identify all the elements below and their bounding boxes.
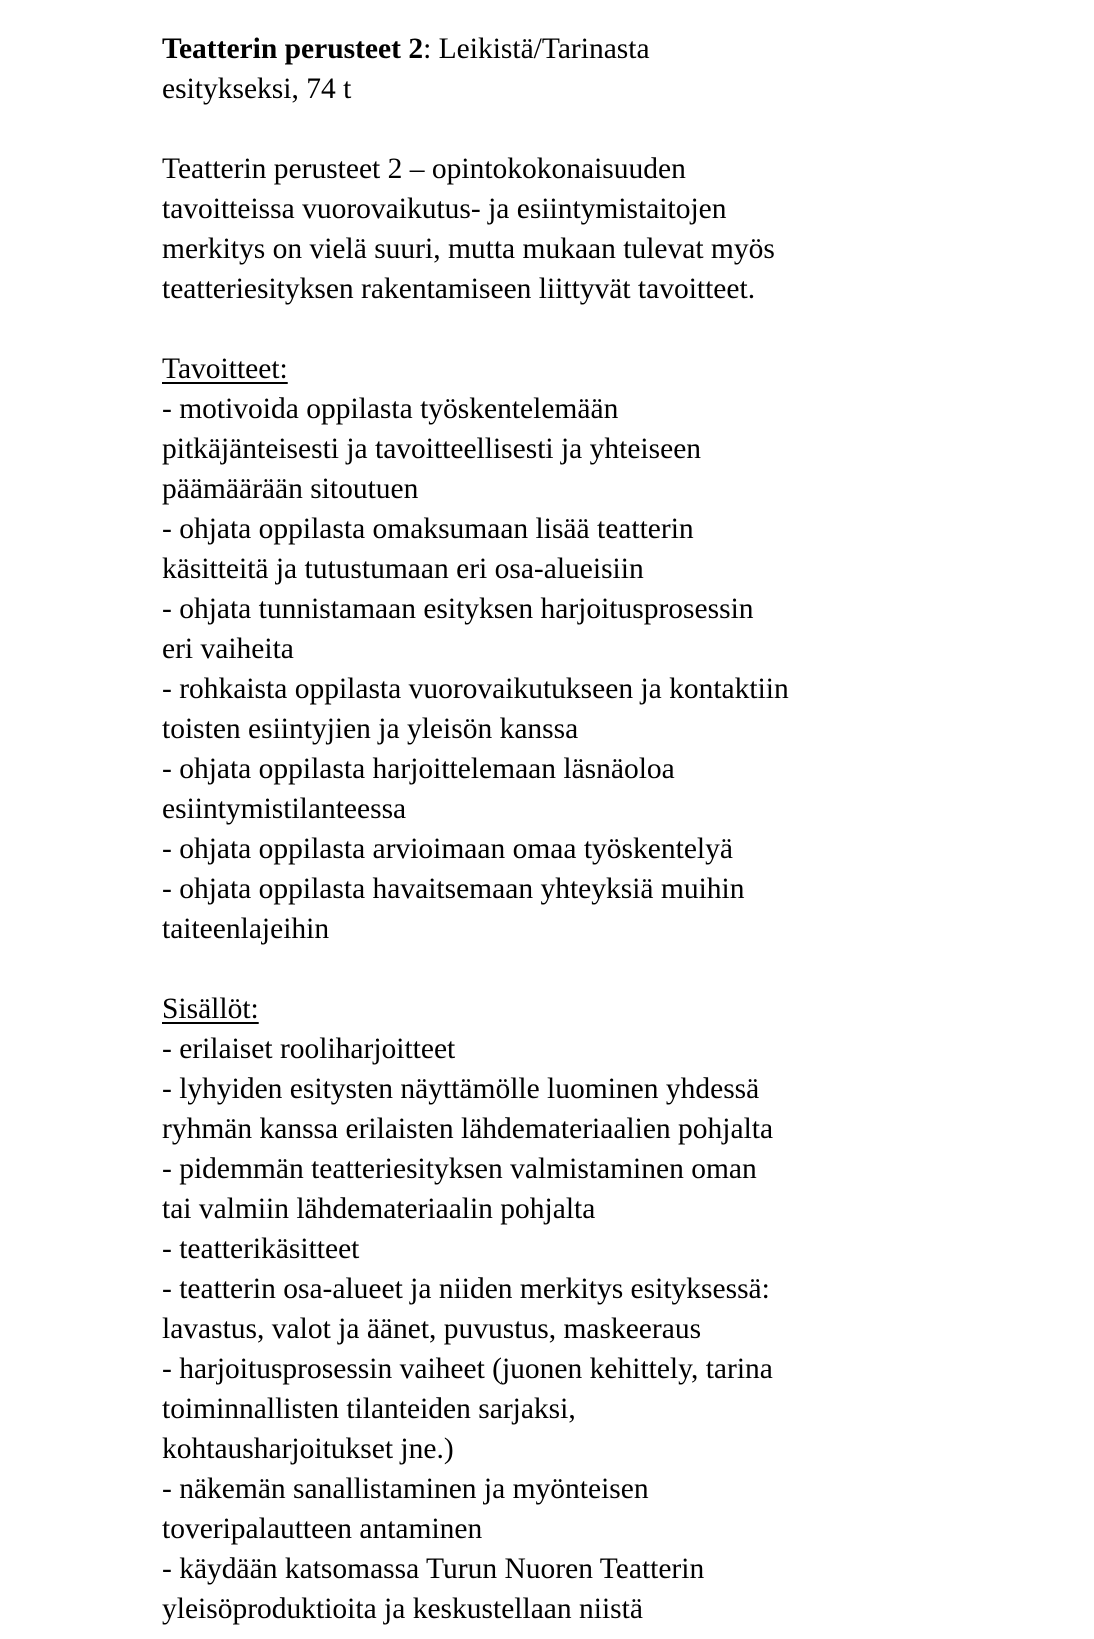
contents-heading-line xyxy=(162,989,1062,1029)
goals-line: - ohjata oppilasta arvioimaan omaa työskentelyä xyxy=(162,833,733,865)
goals-line: - ohjata oppilasta omaksumaan lisää teatterin xyxy=(162,513,694,545)
title-rest: : Leikistä/Tarinasta xyxy=(423,33,650,65)
goals-line: toisten esiintyjien ja yleisön kanssa xyxy=(162,713,579,745)
goals-line: taiteenlajeihin xyxy=(162,913,330,945)
document-body xyxy=(162,29,1062,1629)
spacer xyxy=(162,949,1062,989)
contents-line: - pidemmän teatteriesityksen valmistaminen oman xyxy=(162,1153,757,1185)
spacer xyxy=(162,309,1062,349)
goals-line: päämäärään sitoutuen xyxy=(162,473,419,505)
goals-line: käsitteitä ja tutustumaan eri osa-alueisiin xyxy=(162,553,644,585)
contents-line: lavastus, valot ja äänet, puvustus, maskeeraus xyxy=(162,1313,702,1345)
goals-line: - ohjata oppilasta havaitsemaan yhteyksiä muihin xyxy=(162,873,745,905)
intro-line: tavoitteissa vuorovaikutus- ja esiintymistaitojen xyxy=(162,193,727,225)
contents-line: yleisöproduktioita ja keskustellaan niistä xyxy=(162,1593,643,1625)
contents-heading: Sisällöt: xyxy=(162,993,259,1025)
goals-line: pitkäjänteisesti ja tavoitteellisesti ja yhteiseen xyxy=(162,433,702,465)
contents-line: toveripalautteen antaminen xyxy=(162,1513,483,1545)
title-bold: Teatterin perusteet 2 xyxy=(162,33,424,65)
contents-line: kohtausharjoitukset jne.) xyxy=(162,1433,454,1465)
contents-line: - harjoitusprosessin vaiheet (juonen kehittely, tarina xyxy=(162,1353,773,1385)
contents-line: - näkemän sanallistaminen ja myönteisen xyxy=(162,1473,649,1505)
contents-line: - erilaiset rooliharjoitteet xyxy=(162,1033,456,1065)
contents-line: - teatterin osa-alueet ja niiden merkitys esityksessä: xyxy=(162,1273,770,1305)
document-title xyxy=(162,29,1062,69)
goals-heading-line xyxy=(162,349,1062,389)
goals-line: - motivoida oppilasta työskentelemään xyxy=(162,393,619,425)
intro-line: teatteriesityksen rakentamiseen liittyvät tavoitteet. xyxy=(162,273,756,305)
contents-line: - teatterikäsitteet xyxy=(162,1233,360,1265)
goals-line: eri vaiheita xyxy=(162,633,294,665)
contents-line: - lyhyiden esitysten näyttämölle luominen yhdessä xyxy=(162,1073,760,1105)
title-line-2: esitykseksi, 74 t xyxy=(162,73,352,105)
contents-line: tai valmiin lähdemateriaalin pohjalta xyxy=(162,1193,596,1225)
contents-line: - käydään katsomassa Turun Nuoren Teatterin xyxy=(162,1553,705,1585)
goals-line: esiintymistilanteessa xyxy=(162,793,407,825)
intro-line: Teatterin perusteet 2 – opintokokonaisuuden xyxy=(162,153,686,185)
spacer xyxy=(162,109,1062,149)
goals-line: - ohjata oppilasta harjoittelemaan läsnäoloa xyxy=(162,753,675,785)
intro-line: merkitys on vielä suuri, mutta mukaan tulevat myös xyxy=(162,233,775,265)
contents-line: toiminnallisten tilanteiden sarjaksi, xyxy=(162,1393,576,1425)
goals-line: - ohjata tunnistamaan esityksen harjoitusprosessin xyxy=(162,593,754,625)
goals-heading: Tavoitteet: xyxy=(162,353,288,385)
contents-line: ryhmän kanssa erilaisten lähdemateriaalien pohjalta xyxy=(162,1113,774,1145)
goals-line: - rohkaista oppilasta vuorovaikutukseen ja kontaktiin xyxy=(162,673,789,705)
